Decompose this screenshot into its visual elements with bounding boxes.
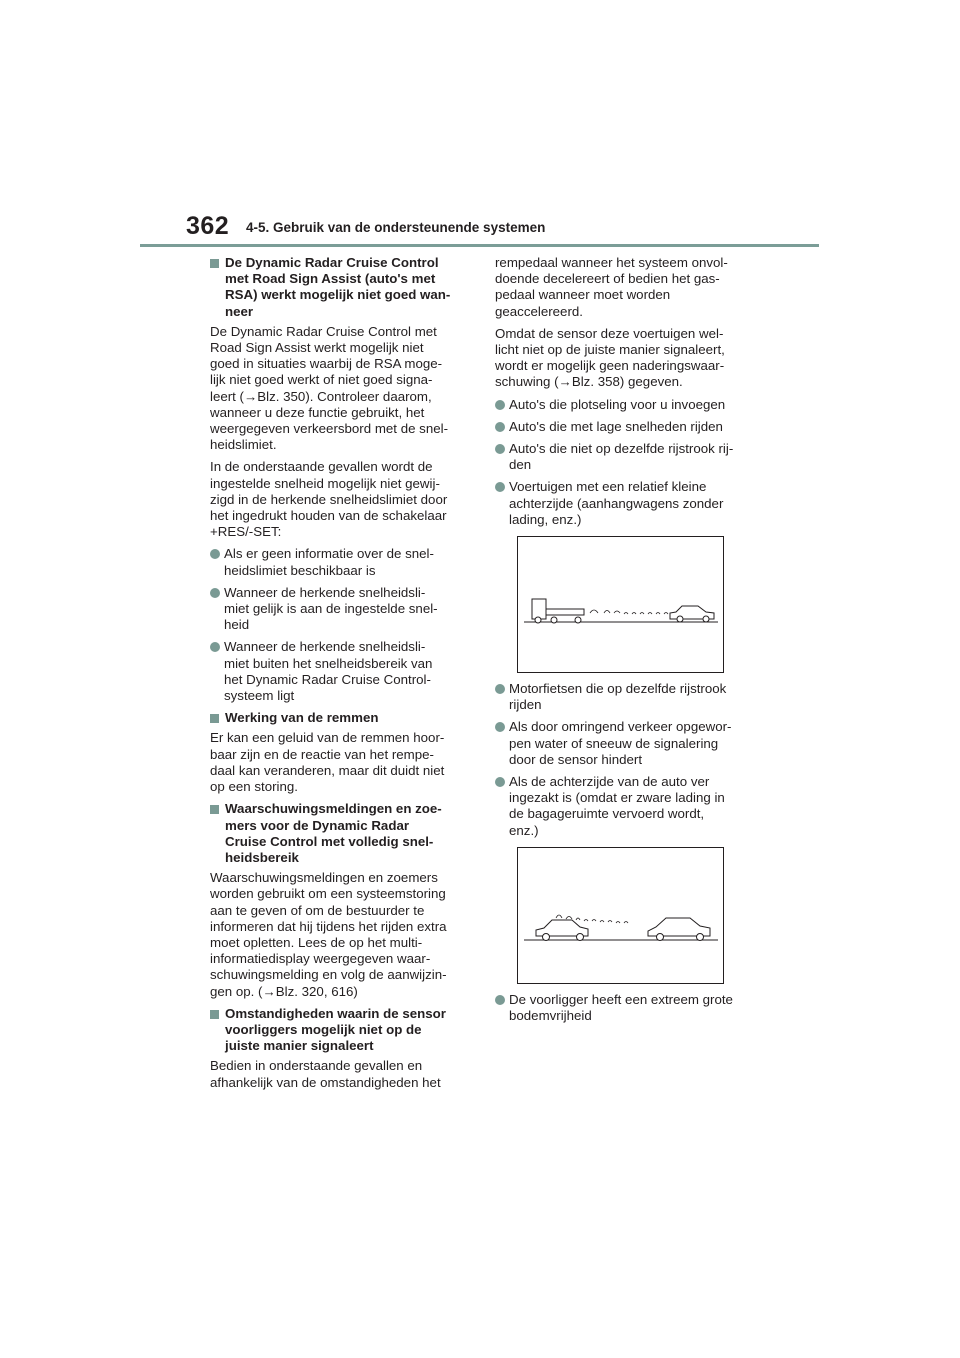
trailer-radar-icon [518, 537, 723, 672]
text-line: Werking van de remmen [225, 710, 379, 726]
paragraph [210, 870, 470, 1000]
text-line: Waarschuwingsmeldingen en zoe- [225, 801, 442, 817]
round-bullet-icon [495, 684, 505, 694]
text-line: Omstandigheden waarin de sensor [225, 1005, 446, 1021]
header-rule [140, 244, 819, 247]
round-bullet-icon [495, 400, 505, 410]
text-line: wanneer u deze functie gebruikt, het [210, 404, 425, 420]
round-bullet-icon [495, 422, 505, 432]
text-line: informeren dat hij tijdens het rijden extra [210, 918, 447, 934]
text-line: Motorfietsen die op dezelfde rijstrook [509, 681, 727, 697]
heading-brakes [210, 710, 470, 726]
heading-rsa [210, 255, 470, 320]
text-line: neer [225, 303, 254, 319]
text-line: systeem ligt [224, 688, 295, 704]
sagging-car-illustration [517, 847, 724, 984]
round-bullet-icon [210, 588, 220, 598]
text-line: Road Sign Assist werkt mogelijk niet [210, 340, 424, 356]
round-bullet-icon [495, 722, 505, 732]
left-column [210, 255, 470, 1097]
text-line: zigd in de herkende snelheidslimiet door [210, 491, 448, 507]
text-line: ingezakt is (omdat er zware lading in [509, 790, 725, 806]
paragraph [210, 1058, 470, 1090]
text-line: Wanneer de herkende snelheidsli- [224, 584, 426, 600]
text-line: Als door omringend verkeer opgewor- [509, 719, 732, 735]
text-line: voorliggers mogelijk niet op de [225, 1021, 422, 1037]
text-line: Wanneer de herkende snelheidsli- [224, 639, 426, 655]
text-line: moet opletten. Lees de op het multi- [210, 934, 423, 950]
text-line: op een storing. [210, 779, 298, 795]
text-line: geaccelereerd. [495, 303, 583, 319]
text-line: mers voor de Dynamic Radar [225, 817, 410, 833]
text-line: doende decelereert of bedien het gas- [495, 271, 720, 287]
round-bullet-icon [495, 777, 505, 787]
text-line: leert (→Blz. 350). Controleer daarom, [210, 388, 432, 404]
text-line: heidsbereik [225, 849, 299, 865]
text-line: Omdat de sensor deze voertuigen wel- [495, 325, 724, 341]
right-column [495, 255, 757, 1030]
list-item [210, 546, 470, 578]
list-item [495, 681, 757, 713]
text-line: heid [224, 617, 250, 633]
paragraph [210, 730, 470, 795]
text-line: enz.) [509, 822, 539, 838]
heading-sensor-conditions [210, 1006, 470, 1055]
round-bullet-icon [210, 549, 220, 559]
section-title: 4-5. Gebruik van de ondersteunende systemen [246, 220, 546, 235]
text-line: pen water of sneeuw de signalering [509, 735, 719, 751]
text-line: goed in situaties waarbij de RSA moge- [210, 356, 443, 372]
sagging-car-radar-icon [518, 848, 723, 983]
text-line: Als de achterzijde van de auto ver [509, 774, 710, 790]
list-item [495, 719, 757, 768]
list-item [495, 397, 757, 413]
text-line: juiste manier signaleert [225, 1038, 374, 1054]
text-line: Als er geen informatie over de snel- [224, 546, 434, 562]
round-bullet-icon [495, 995, 505, 1005]
text-line: rijden [509, 697, 542, 713]
text-line: schuwing (→Blz. 358) gegeven. [495, 374, 683, 390]
text-line: Auto's die niet op dezelfde rijstrook rij- [509, 441, 734, 457]
list-item [495, 419, 757, 435]
text-line: wordt er mogelijk geen naderingswaar- [495, 358, 725, 374]
text-line: Voertuigen met een relatief kleine [509, 479, 707, 495]
text-line: door de sensor hindert [509, 751, 643, 767]
text-line: schuwingsmelding en volg de aanwijzin- [210, 967, 447, 983]
paragraph [495, 255, 757, 320]
text-line: bodemvrijheid [509, 1008, 592, 1024]
paragraph [210, 459, 470, 540]
text-line: lijk niet goed werkt of niet goed signa- [210, 372, 433, 388]
trailer-illustration [517, 536, 724, 673]
heading-warnings [210, 801, 470, 866]
text-line: worden gebruikt om een systeemstoring [210, 886, 446, 902]
text-line: In de onderstaande gevallen wordt de [210, 459, 433, 475]
round-bullet-icon [495, 444, 505, 454]
list-item [210, 585, 470, 634]
square-bullet-icon [210, 259, 219, 268]
text-line: weergegeven verkeersbord met de snel- [210, 421, 448, 437]
square-bullet-icon [210, 714, 219, 723]
paragraph [495, 326, 757, 391]
text-line: den [509, 457, 532, 473]
page-number: 362 [186, 212, 230, 240]
list-item [495, 479, 757, 528]
text-line: Auto's die met lage snelheden rijden [509, 418, 723, 434]
text-line: informatiedisplay weergegeven waar- [210, 951, 431, 967]
text-line: de bagageruimte vervoerd wordt, [509, 806, 705, 822]
list-item [495, 992, 757, 1024]
text-line: miet gelijk is aan de ingestelde snel- [224, 601, 438, 617]
text-line: baar zijn en de reactie van het rempe- [210, 746, 434, 762]
text-line: Cruise Control met volledig snel- [225, 833, 434, 849]
list-item [495, 441, 757, 473]
text-line: De voorligger heeft een extreem grote [509, 991, 733, 1007]
text-line: achterzijde (aanhangwagens zonder [509, 495, 724, 511]
round-bullet-icon [495, 482, 505, 492]
text-line: rempedaal wanneer het systeem onvol- [495, 255, 728, 270]
text-line: daal kan veranderen, maar dit duidt niet [210, 762, 445, 778]
text-line: miet buiten het snelheidsbereik van [224, 655, 433, 671]
list-item [495, 774, 757, 839]
text-line: met Road Sign Assist (auto's met [225, 271, 436, 287]
text-line: Er kan een geluid van de remmen hoor- [210, 730, 445, 746]
text-line: Auto's die plotseling voor u invoegen [509, 396, 726, 412]
text-line: De Dynamic Radar Cruise Control met [210, 323, 437, 339]
text-line: ingestelde snelheid mogelijk niet gewij- [210, 475, 440, 491]
text-line: gen op. (→Blz. 320, 616) [210, 983, 358, 999]
text-line: het Dynamic Radar Cruise Control- [224, 671, 431, 687]
text-line: licht niet op de juiste manier signaleert, [495, 342, 725, 358]
text-line: +RES/-SET: [210, 524, 282, 540]
paragraph [210, 324, 470, 454]
square-bullet-icon [210, 1010, 219, 1019]
text-line: het ingedrukt houden van de schakelaar [210, 508, 447, 524]
text-line: lading, enz.) [509, 511, 582, 527]
text-line: heidslimiet beschikbaar is [224, 562, 376, 578]
round-bullet-icon [210, 642, 220, 652]
text-line: heidslimiet. [210, 437, 277, 453]
text-line: Waarschuwingsmeldingen en zoemers [210, 870, 438, 886]
square-bullet-icon [210, 805, 219, 814]
text-line: Bedien in onderstaande gevallen en [210, 1058, 423, 1074]
text-line: pedaal wanneer moet worden [495, 287, 671, 303]
text-line: RSA) werkt mogelijk niet goed wan- [225, 287, 451, 303]
text-line: afhankelijk van de omstandigheden het [210, 1074, 441, 1090]
text-line: aan te geven of om de bestuurder te [210, 902, 425, 918]
text-line: De Dynamic Radar Cruise Control [225, 255, 439, 270]
list-item [210, 639, 470, 704]
